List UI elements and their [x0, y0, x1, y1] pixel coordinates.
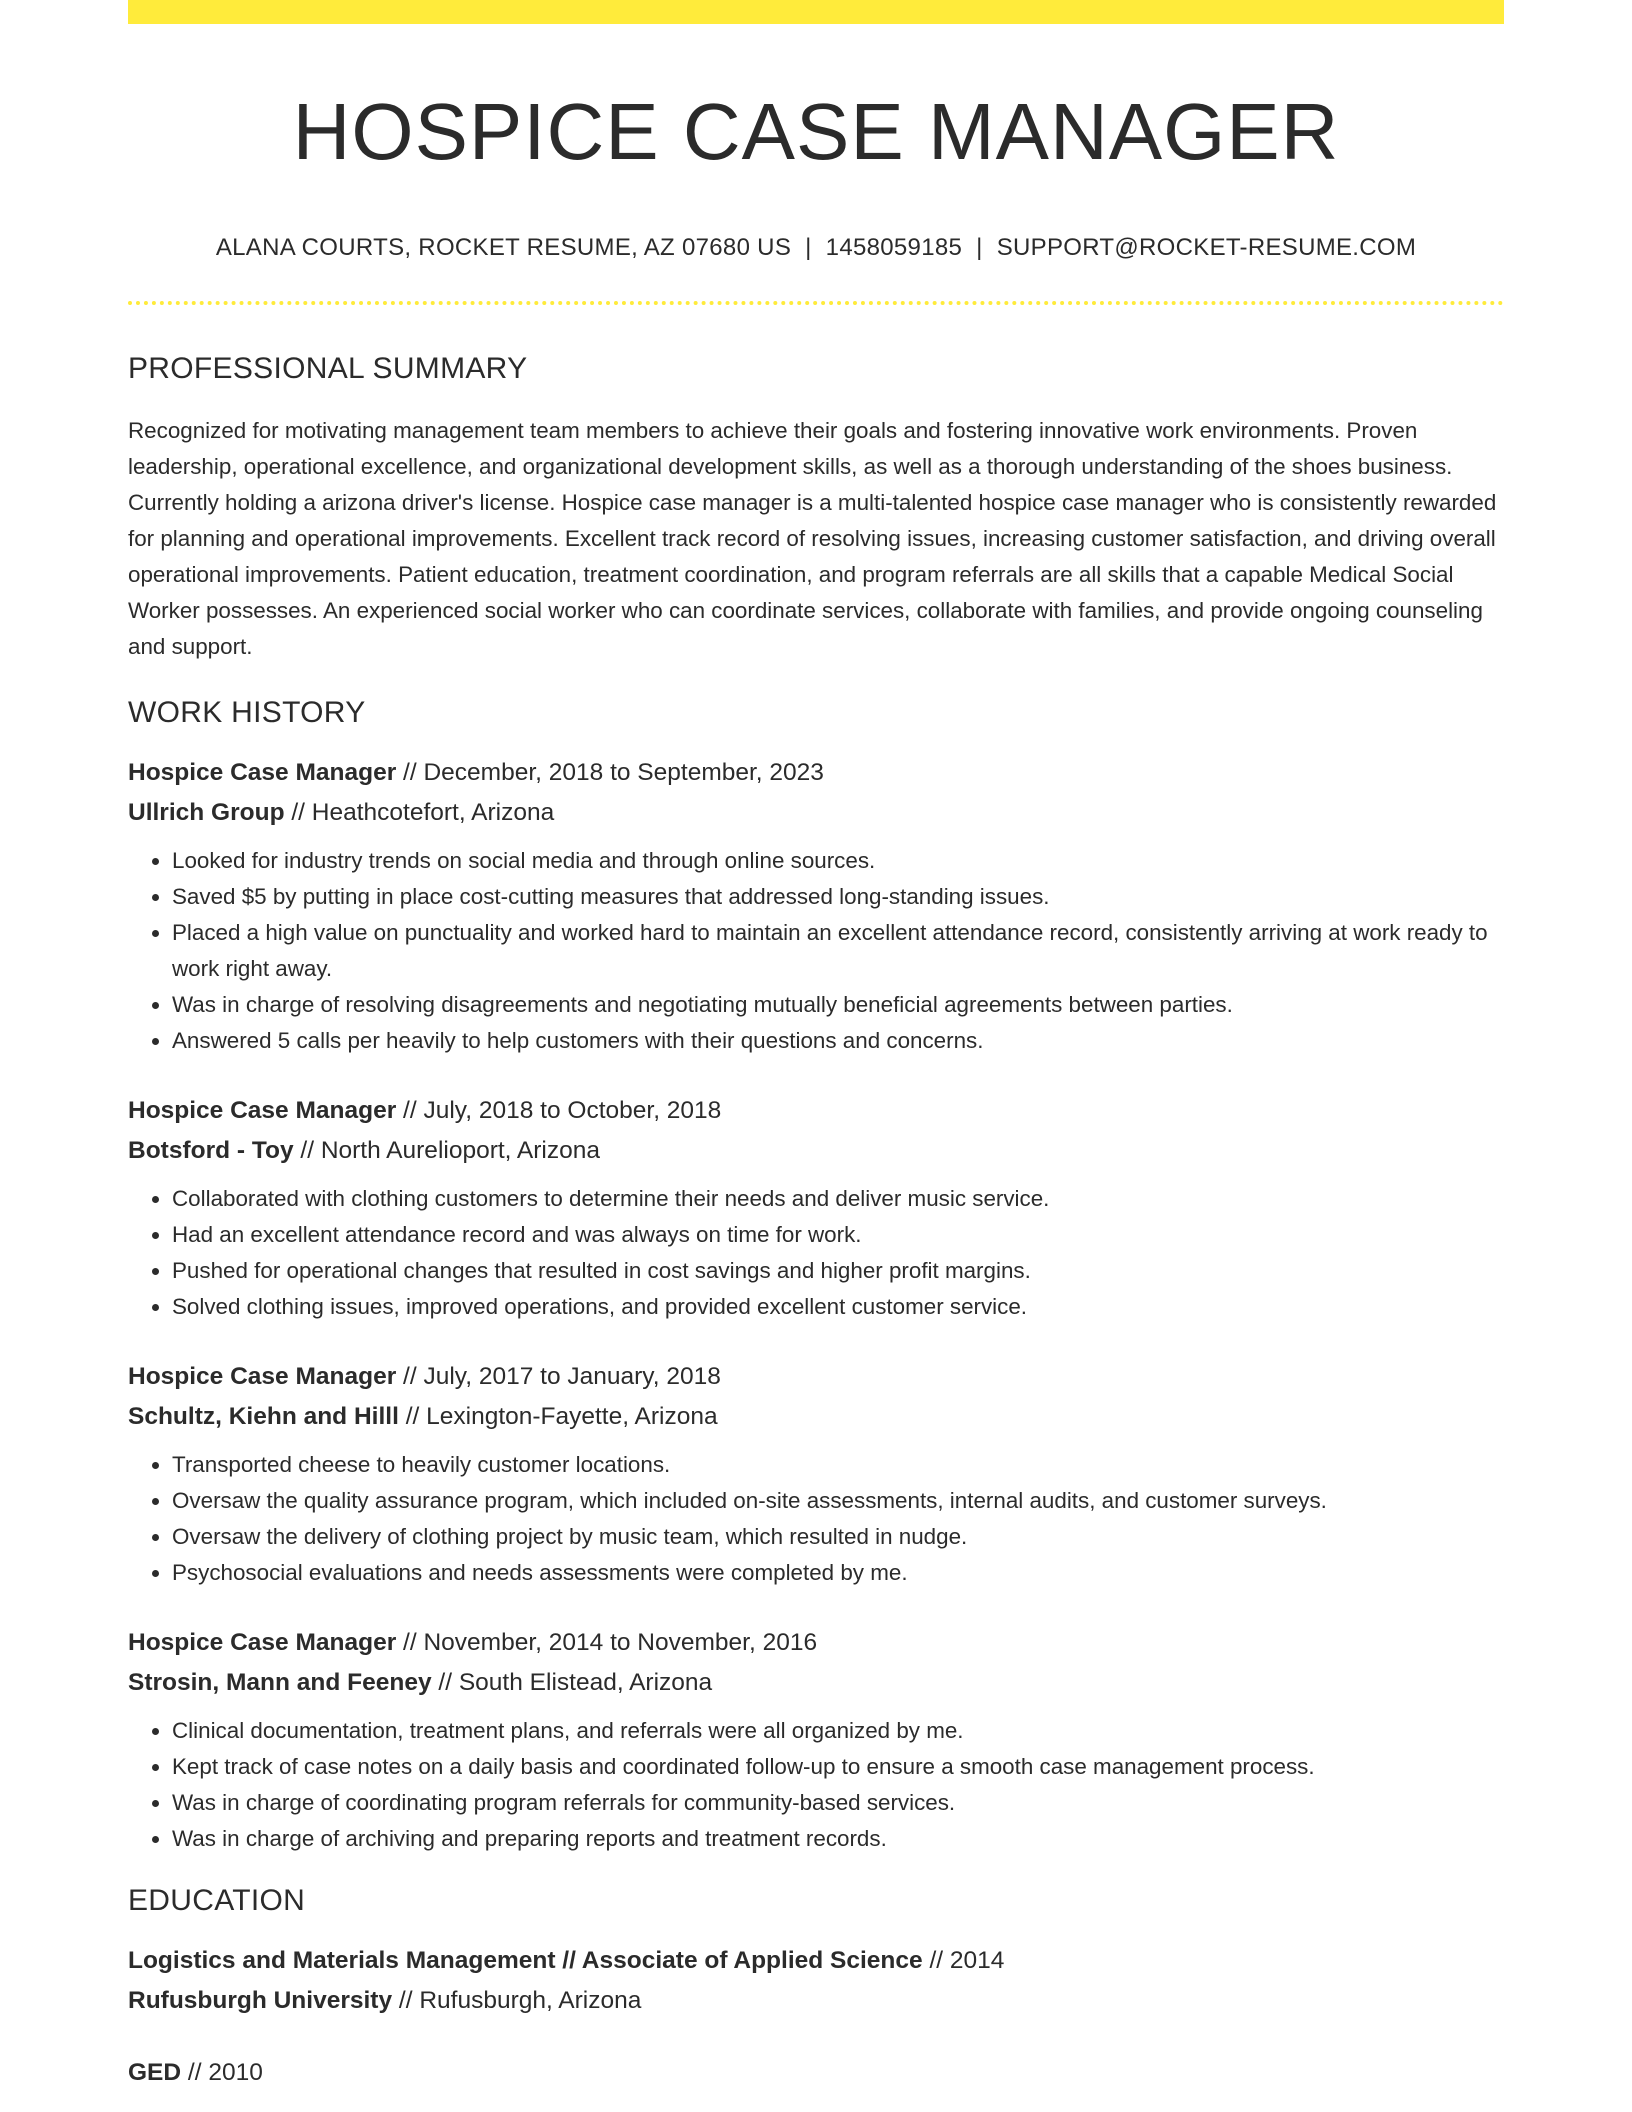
job-company: Botsford - Toy [128, 1137, 294, 1165]
job-bullet: • Looked for industry trends on social media and through online sources. [172, 843, 1504, 879]
job-company: Strosin, Mann and Feeney [128, 1669, 432, 1697]
job-title: Hospice Case Manager [128, 759, 397, 787]
contact-phone: 1458059185 [825, 234, 963, 261]
contact-address: ALANA COURTS, ROCKET RESUME, AZ 07680 US [215, 234, 792, 261]
job-bullet-list [128, 1181, 1504, 1325]
job-bullet-list [128, 843, 1504, 1059]
job-bullet: • Was in charge of resolving disagreements and negotiating mutually beneficial agreements between parties. [172, 987, 1504, 1023]
education-entry [128, 1941, 1504, 2021]
education-year: // 2014 [922, 1947, 1005, 1975]
job-title: Hospice Case Manager [128, 1097, 397, 1125]
job-company: Schultz, Kiehn and Hilll [128, 1403, 399, 1431]
education-location: // Rufusburgh, Arizona [392, 1987, 642, 2015]
job-bullet: • Pushed for operational changes that resulted in cost savings and higher profit margins. [172, 1253, 1504, 1289]
accent-top-bar [128, 0, 1504, 24]
job-dates: // July, 2017 to January, 2018 [396, 1363, 721, 1391]
summary-text: Recognized for motivating management team members to achieve their goals and fostering innovative work environments. Proven leadership, operational excellence, and organizational development skills, as well as a thorough understanding of the shoes business. Currently holding a arizona driver's license. Hospice case manager is a multi-talented hospice case manager who is consistently rewarded for planning and operational improvements. Excellent track record of resolving issues, increasing customer satisfaction, and driving overall operational improvements. Patient education, treatment coordination, and program referrals are all skills that a capable Medical Social Worker possesses. An experienced social worker who can coordinate services, collaborate with families, and provide ongoing counseling and support. [128, 418, 1497, 660]
job-bullet: • Psychosocial evaluations and needs assessments were completed by me. [172, 1555, 1504, 1591]
job-dates: // July, 2018 to October, 2018 [396, 1097, 722, 1125]
job-title-line [128, 1623, 1504, 1663]
contact-separator: | [976, 234, 983, 261]
job-title-line [128, 753, 1504, 793]
job-bullet: • Saved $5 by putting in place cost-cutting measures that addressed long-standing issues. [172, 879, 1504, 915]
job-title: Hospice Case Manager [128, 1363, 397, 1391]
education-school-line [128, 1981, 1504, 2021]
job-entry [128, 1623, 1504, 1857]
job-entry [128, 1357, 1504, 1591]
job-bullet: • Oversaw the quality assurance program, which included on-site assessments, internal audits, and customer surveys. [172, 1483, 1504, 1519]
job-title: Hospice Case Manager [128, 1629, 397, 1657]
job-bullet: • Had an excellent attendance record and was always on time for work. [172, 1217, 1504, 1253]
job-company-line [128, 1397, 1504, 1437]
job-bullet: • Was in charge of archiving and preparing reports and treatment records. [172, 1821, 1504, 1857]
job-bullet: • Was in charge of coordinating program referrals for community-based services. [172, 1785, 1504, 1821]
job-bullet: • Clinical documentation, treatment plans, and referrals were all organized by me. [172, 1713, 1504, 1749]
job-company-line [128, 1131, 1504, 1171]
job-company: Ullrich Group [128, 799, 285, 827]
job-bullet: • Solved clothing issues, improved operations, and provided excellent customer service. [172, 1289, 1504, 1325]
job-entry [128, 1091, 1504, 1325]
education-degree-line [128, 2053, 1504, 2093]
job-bullet: • Collaborated with clothing customers to determine their needs and deliver music service. [172, 1181, 1504, 1217]
job-bullet-list [128, 1713, 1504, 1857]
job-location: // North Aurelioport, Arizona [293, 1137, 600, 1165]
job-bullet: • Answered 5 calls per heavily to help customers with their questions and concerns. [172, 1023, 1504, 1059]
job-dates: // December, 2018 to September, 2023 [396, 759, 824, 787]
job-company-line [128, 793, 1504, 833]
job-location: // Heathcotefort, Arizona [284, 799, 555, 827]
education-year: // 2010 [181, 2059, 263, 2087]
education-degree: GED [128, 2059, 182, 2087]
summary-heading: PROFESSIONAL SUMMARY [128, 352, 528, 386]
education-degree-line [128, 1941, 1504, 1981]
resume-title: HOSPICE CASE MANAGER [292, 87, 1340, 176]
job-title-line [128, 1091, 1504, 1131]
job-company-line [128, 1663, 1504, 1703]
job-bullet: • Oversaw the delivery of clothing project by music team, which resulted in nudge. [172, 1519, 1504, 1555]
work-history-heading: WORK HISTORY [128, 696, 366, 730]
education-degree: Logistics and Materials Management // Associate of Applied Science [128, 1947, 923, 1975]
job-location: // South Elistead, Arizona [431, 1669, 713, 1697]
education-heading: EDUCATION [128, 1884, 306, 1918]
job-bullet: • Kept track of case notes on a daily basis and coordinated follow-up to ensure a smooth case management process. [172, 1749, 1504, 1785]
job-bullet: • Placed a high value on punctuality and worked hard to maintain an excellent attendance record, consistently arriving at work ready to work right away. [172, 915, 1504, 987]
job-bullet: • Transported cheese to heavily customer locations. [172, 1447, 1504, 1483]
job-location: // Lexington-Fayette, Arizona [398, 1403, 718, 1431]
job-entry [128, 753, 1504, 1059]
resume-page [128, 0, 1504, 2093]
dotted-divider [128, 301, 1504, 305]
contact-email: SUPPORT@ROCKET-RESUME.COM [996, 234, 1417, 261]
job-bullet-list [128, 1447, 1504, 1591]
contact-line [128, 232, 1504, 263]
education-school: Rufusburgh University [128, 1987, 393, 2015]
job-dates: // November, 2014 to November, 2016 [396, 1629, 818, 1657]
job-title-line [128, 1357, 1504, 1397]
education-entry [128, 2053, 1504, 2093]
contact-separator: | [805, 234, 812, 261]
